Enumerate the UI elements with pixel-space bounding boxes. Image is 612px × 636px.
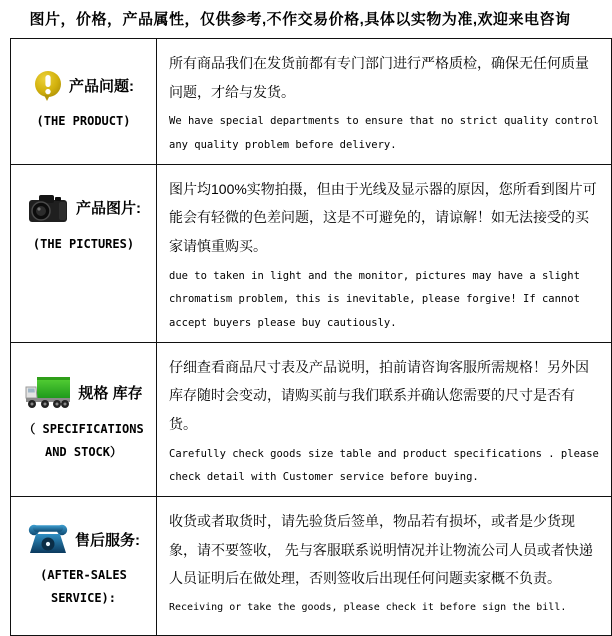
description-zh: 收货或者取货时，请先验货后签单，物品若有损坏，或者是少货现象，请不要签收， 先与客服联系说明情况并让物流公司人员或者快递人员证明后在做处理，否则签收后出现任何问题卖家概不负责。 bbox=[169, 512, 593, 587]
table-row-specs bbox=[11, 342, 612, 496]
category-label-zh: 产品问题: bbox=[69, 78, 134, 96]
description-cell-specs bbox=[157, 342, 612, 496]
category-cell-service bbox=[11, 496, 157, 635]
description-cell-service bbox=[157, 496, 612, 635]
description-en: Receiving or take the goods, please check it before sign the bill. bbox=[169, 601, 567, 613]
description-en: Carefully check goods size table and product specifications . please check detail with Customer service before buying. bbox=[169, 447, 599, 484]
category-label-en: (THE PICTURES) bbox=[32, 236, 135, 251]
category-cell-pictures bbox=[11, 164, 157, 342]
table-row-product bbox=[11, 39, 612, 165]
table-row-service bbox=[11, 496, 612, 635]
category-cell-specs bbox=[11, 342, 157, 496]
description-zh: 所有商品我们在发货前都有专门部门进行严格质检，确保无任何质量问题，才给与发货。 bbox=[169, 55, 589, 100]
seller-notice-page bbox=[0, 8, 600, 613]
description-zh: 图片均100%实物拍摄，但由于光线及显示器的原因，您所看到图片可能会有轻微的色差问题，这是不可避免的，请谅解！如无法接受的买家请慎重购买。 bbox=[169, 180, 597, 254]
description-cell-product bbox=[157, 39, 612, 165]
category-label-en: (AFTER-SALES SERVICE): bbox=[40, 568, 127, 605]
category-label-en: （ SPECIFICATIONS AND STOCK） bbox=[23, 422, 144, 460]
camera-icon bbox=[26, 191, 70, 225]
category-label-en: (THE PRODUCT) bbox=[36, 113, 131, 128]
description-en: due to taken in light and the monitor, pictures may have a slight chromatism problem, this is inevitable, please forgive! If cannot accept buyers please buy cautiously. bbox=[169, 269, 580, 329]
category-label-zh: 产品图片: bbox=[76, 200, 141, 218]
description-en: We have special departments to ensure that no strict quality control any quality problem before delivery. bbox=[169, 115, 599, 151]
description-zh: 仔细查看商品尺寸表及产品说明，拍前请咨询客服所需规格！另外因库存随时会变动，请购买前与我们联系并确认您需要的尺寸是否有货。 bbox=[169, 358, 589, 432]
category-label-zh: 售后服务: bbox=[75, 531, 140, 549]
category-cell-product bbox=[11, 39, 157, 165]
description-cell-pictures bbox=[157, 164, 612, 342]
phone-icon bbox=[27, 522, 69, 556]
notice-table bbox=[10, 38, 612, 636]
exclamation-icon bbox=[33, 70, 63, 102]
page-title: 图片，价格，产品属性，仅供参考,不作交易价格,具体以实物为准,欢迎来电咨询 bbox=[29, 11, 571, 28]
truck-icon bbox=[24, 374, 72, 410]
category-label-zh: 规格 库存 bbox=[78, 384, 143, 402]
table-row-pictures bbox=[11, 164, 612, 342]
